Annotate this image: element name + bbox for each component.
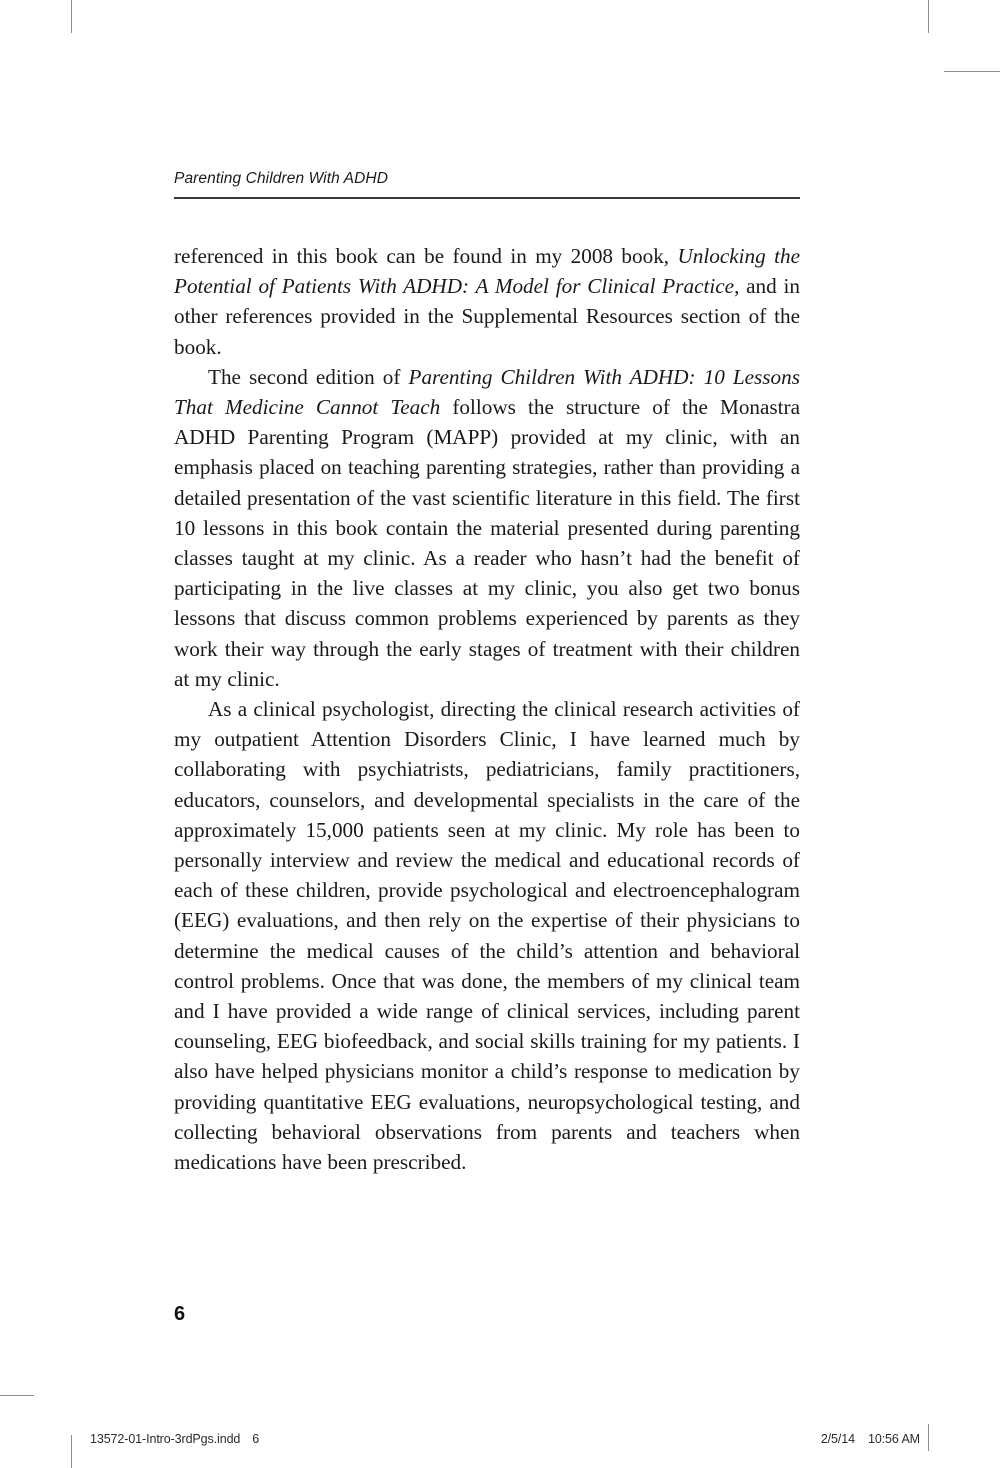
paragraph <box>174 241 800 362</box>
running-head: Parenting Children With ADHD <box>174 170 389 187</box>
text-run: The second edition of <box>208 364 409 389</box>
footer-slug-left <box>90 1432 259 1446</box>
crop-mark-left-bottom <box>0 1395 34 1396</box>
italic-title: Unlocking the Potential of Patients With ADHD: A Model for Clinical Practice <box>174 244 800 299</box>
body-copy <box>174 241 800 1177</box>
print-time: 10:56 AM <box>867 1432 920 1446</box>
crop-mark-bottom-left <box>71 1435 72 1468</box>
crop-mark-bottom-right <box>928 1424 929 1451</box>
paragraph <box>174 694 800 1177</box>
text-run: As a clinical psychologist, directing the clinical research activities of my outpatient Attention Disorders Clinic, I have learned much by collaborating with psychiatrists, pediatricians, family practitioners, educators, counselors, and developmental specialists in the care of the approximately 15,000 patients seen at my clinic. My role has been to personally interview and review the medical and educational records of each of these children, provide psychological and electroencephalogram (EEG) evaluations, and then rely on the expertise of their physicians to determine the medical causes of the child’s attention and behavioral control problems. Once that was done, the members of my clinical team and I have provided a wide range of clinical services, including parent counseling, EEG biofeedback, and social skills training for my patients. I also have helped physicians monitor a child’s response to medication by providing quantitative EEG evaluations, neuropsychological testing, and collecting behavioral observations from parents and teachers when medications have been prescribed. <box>174 697 800 1175</box>
print-date: 2/5/14 <box>820 1432 855 1446</box>
footer-slug <box>90 1432 920 1446</box>
footer-slug-right <box>821 1432 920 1446</box>
header-rule <box>174 197 800 199</box>
source-file-page: 6 <box>252 1432 260 1446</box>
crop-mark-right-top <box>944 71 1000 72</box>
text-run: , and in other references provided in the Supplemental Resources section of the book. <box>174 274 800 359</box>
text-block <box>174 170 800 1177</box>
text-run: follows the structure of the Monastra ADHD Parenting Program (MAPP) provided at my clinic, with an emphasis placed on teaching parenting strategies, rather than providing a detailed presentation of the vast scientific literature in this field. The first 10 lessons in this book contain the material presented during parenting classes taught at my clinic. As a reader who hasn’t had the benefit of participating in the live classes at my clinic, you also get two bonus lessons that discuss common problems experienced by parents as they work their way through the early stages of treatment with their children at my clinic. <box>174 395 800 691</box>
crop-mark-top-right <box>928 0 929 33</box>
page-number: 6 <box>174 1303 186 1325</box>
paragraph <box>174 362 800 694</box>
italic-title: Parenting Children With ADHD: 10 Lessons That Medicine Cannot Teach <box>174 364 800 420</box>
text-run: referenced in this book can be found in my 2008 book, <box>174 244 678 268</box>
source-filename: 13572-01-Intro-3rdPgs.indd <box>90 1432 241 1446</box>
crop-mark-top-left <box>71 0 72 33</box>
